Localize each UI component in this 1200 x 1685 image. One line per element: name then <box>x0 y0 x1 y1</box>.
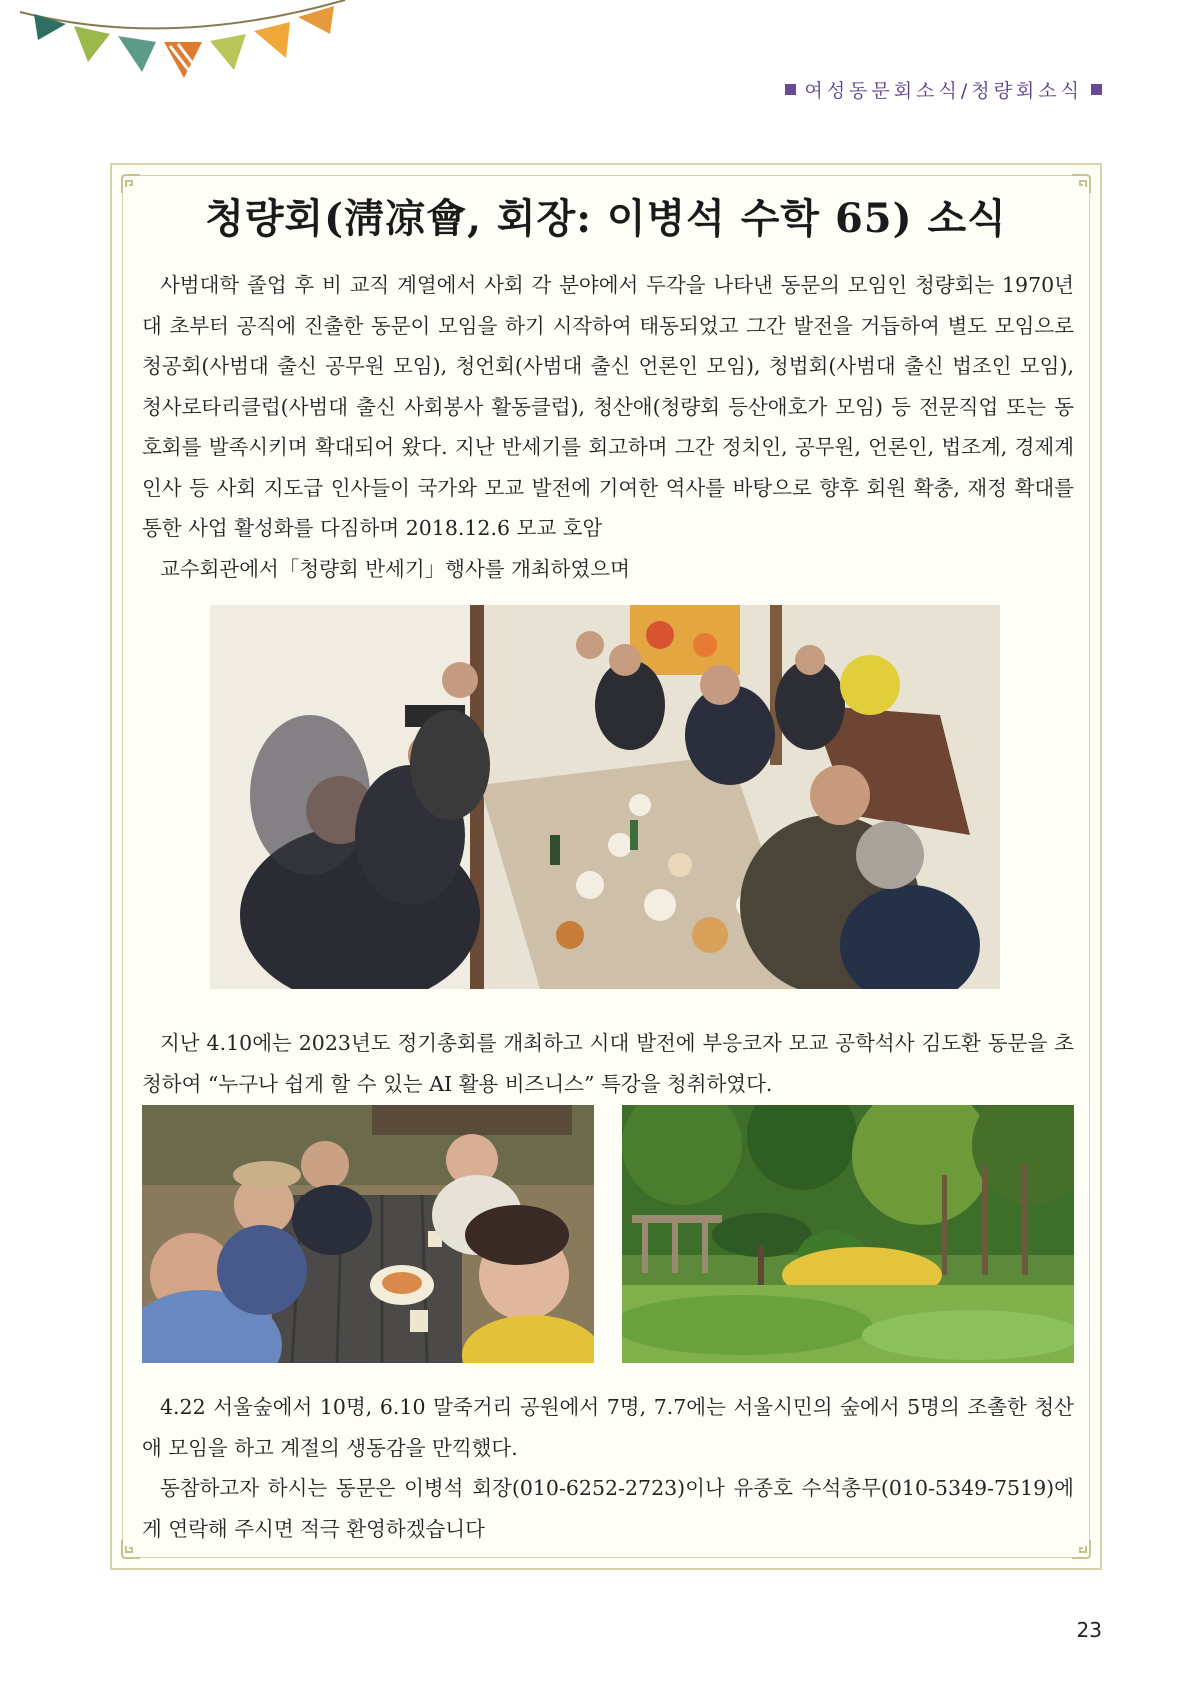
article-paragraph-1 <box>142 265 1074 589</box>
paragraph-4-text: 동참하고자 하시는 동문은 이병석 회장(010-6252-2723)이나 유종호 수석총무(010-5349-7519)에게 연락해 주시면 적극 환영하겠습니다 <box>142 1476 1074 1541</box>
banquet-photo <box>210 605 1000 989</box>
page-number: 23 <box>1076 1618 1102 1642</box>
paragraph-2-text: 지난 4.10에는 2023년도 정기총회를 개최하고 시대 발전에 부응코자 모교 공학석사 김도환 동문을 초청하여 “누구나 쉽게 할 수 있는 AI 활용 비즈니스” 특강을 청취하였다. <box>142 1031 1074 1096</box>
article-paragraph-4 <box>142 1468 1074 1549</box>
section-tag <box>785 76 1102 103</box>
square-bullet-icon <box>1091 84 1102 95</box>
corner-ornament-icon <box>120 1538 142 1560</box>
square-bullet-icon <box>785 84 796 95</box>
paragraph-1-text: 사범대학 졸업 후 비 교직 계열에서 사회 각 분야에서 두각을 나타낸 동문의 모임인 청량회는 1970년대 초부터 공직에 진출한 동문이 모임을 하기 시작하여 태동되었고 그간 발전을 거듭하여 별도 모임으로 청공회(사범대 출신 공무원 모임), 청언회(사범대 출신 언론인 모임), 청법회(사범대 출신 법조인 모임), 청사로타리클럽(사범대 출신 사회봉사 활동클럽), 청산애(청량회 등산애호가 모임) 등 전문직업 또는 동호회를 발족시키며 확대되어 왔다. 지난 반세기를 회고하며 그간 정치인, 공무원, 언론인, 법조계, 경제계 인사 등 사회 지도급 인사들이 국가와 모교 발전에 기여한 역사를 바탕으로 향후 회원 확충, 재정 확대를 통한 사업 활성화를 다짐하며 2018.12.6 모교 호암 <box>142 273 1074 540</box>
paragraph-1-tail: 교수회관에서「청량회 반세기」행사를 개최하였으며 <box>160 556 630 581</box>
article-paragraph-3 <box>142 1387 1074 1468</box>
picnic-photo <box>142 1105 594 1363</box>
article-frame <box>110 163 1102 1570</box>
bunting-decoration <box>0 0 360 90</box>
paragraph-3-text: 4.22 서울숲에서 10명, 6.10 말죽거리 공원에서 7명, 7.7에는 서울시민의 숲에서 5명의 조촐한 청산애 모임을 하고 계절의 생동감을 만끽했다. <box>142 1395 1074 1460</box>
article-paragraph-2 <box>142 1023 1074 1104</box>
article-title: 청량회(淸凉會, 회장: 이병석 수학 65) 소식 <box>205 195 1007 242</box>
section-tag-label: 여성동문회소식/청량회소식 <box>804 80 1083 102</box>
forest-park-photo <box>622 1105 1074 1363</box>
